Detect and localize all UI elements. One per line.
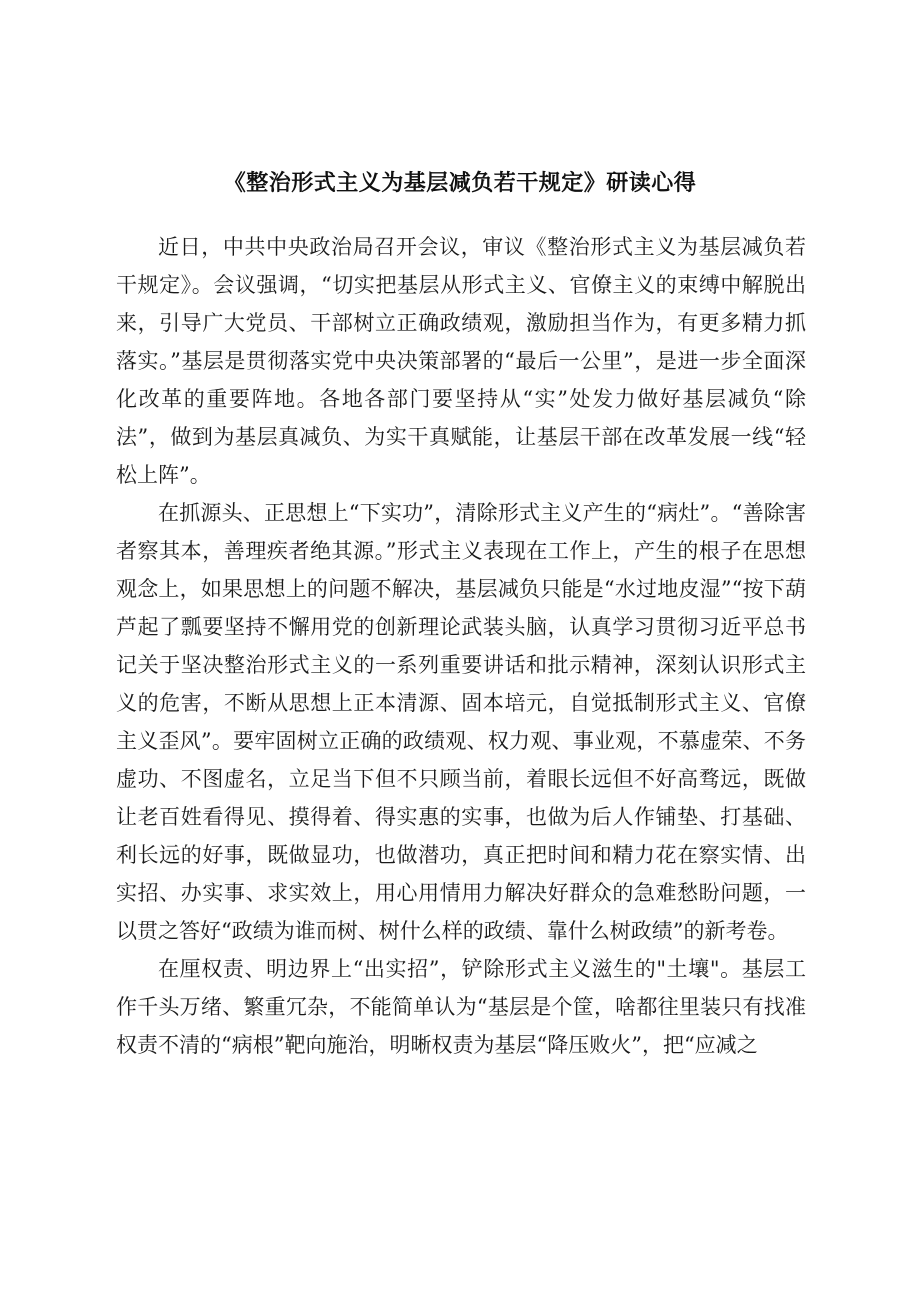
paragraph-3: 在厘权责、明边界上“出实招”，铲除形式主义滋生的"土壤"。基层工作千头万绪、繁重冗杂，不能简单认为“基层是个筐，啥都往里装只有找准权责不清的“病根”靶向施治，明晰权责为基层“降压败火”，把“应减之: [116, 957, 806, 1057]
paragraph-1: 近日，中共中央政治局召开会议，审议《整治形式主义为基层减负若干规定》。会议强调，“切实把基层从形式主义、官僚主义的束缚中解脱出来，引导广大党员、干部树立正确政绩观，激励担当作为，有更多精力抓落实。”基层是贯彻落实党中央决策部署的“最后一公里”，是进一步全面深化改革的重要阵地。各地各部门要坚持从“实”处发力做好基层减负“除法”，做到为基层真减负、为实干真赋能，让基层干部在改革发展一线“轻松上阵”。: [116, 235, 806, 487]
document-title: 《整治形式主义为基层减负若干规定》研读心得: [223, 171, 697, 196]
paragraph-2: 在抓源头、正思想上“下实功”，清除形式主义产生的“病灶”。“善除害者察其本，善理疾者绝其源。”形式主义表现在工作上，产生的根子在思想观念上，如果思想上的问题不解决，基层减负只能是“水过地皮湿”“按下葫芦起了瓢要坚持不懈用党的创新理论武装头脑，认真学习贯彻习近平总书记关于坚决整治形式主义的一系列重要讲话和批示精神，深刻认识形式主义的危害，不断从思想上正本清源、固本培元，自觉抵制形式主义、官僚主义歪风”。要牢固树立正确的政绩观、权力观、事业观，不慕虚荣、不务虚功、不图虚名，立足当下但不只顾当前，着眼长远但不好高骛远，既做让老百姓看得见、摸得着、得实惠的实事，也做为后人作铺垫、打基础、利长远的好事，既做显功，也做潜功，真正把时间和精力花在察实情、出实招、办实事、求实效上，用心用情用力解决好群众的急难愁盼问题，一以贯之答好“政绩为谁而树、树什么样的政绩、靠什么树政绩”的新考卷。: [116, 501, 806, 943]
document-body: [116, 228, 806, 1064]
